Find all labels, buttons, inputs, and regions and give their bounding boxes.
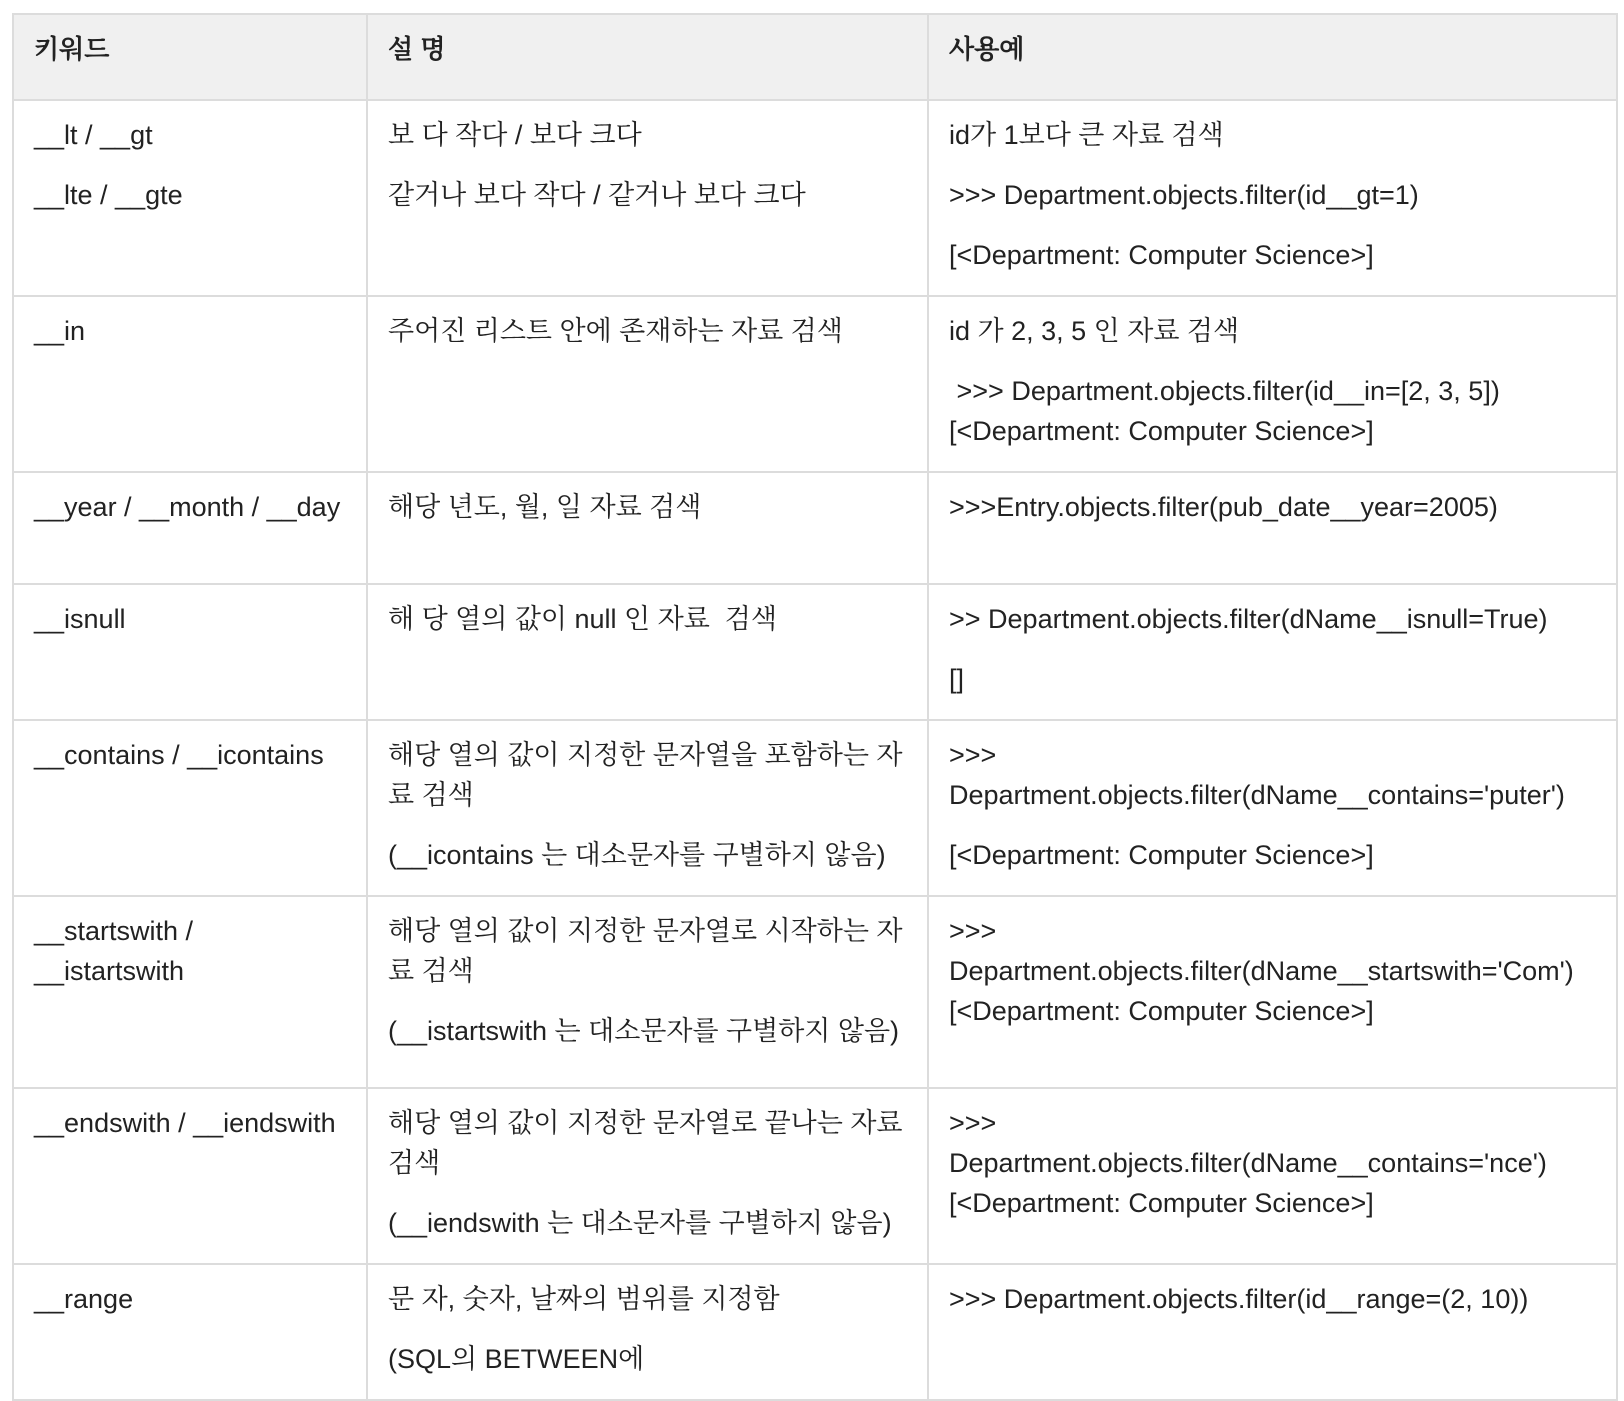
description-cell xyxy=(367,584,928,720)
table-row xyxy=(13,584,1617,720)
description-line: 주어진 리스트 안에 존재하는 자료 검색 xyxy=(388,316,843,346)
example-line: [<Department: Computer Science>] xyxy=(949,840,1374,870)
table-row xyxy=(13,1264,1617,1400)
example-cell xyxy=(928,720,1617,896)
description-cell xyxy=(367,296,928,472)
description-cell xyxy=(367,472,928,584)
keyword-cell xyxy=(13,100,367,296)
keyword-cell xyxy=(13,896,367,1088)
table-row xyxy=(13,720,1617,896)
example-line: >>> Department.objects.filter(dName__contains='nce') xyxy=(949,1108,1547,1178)
keyword-cell xyxy=(13,584,367,720)
example-line: id 가 2, 3, 5 인 자료 검색 xyxy=(949,316,1240,346)
header-row xyxy=(13,14,1617,100)
example-cell xyxy=(928,584,1617,720)
description-line: 해당 열의 값이 지정한 문자열로 끝나는 자료 검색 xyxy=(388,1108,910,1178)
example-cell xyxy=(928,296,1617,472)
description-line: (__icontains 는 대소문자를 구별하지 않음) xyxy=(388,840,886,870)
example-line: id가 1보다 큰 자료 검색 xyxy=(949,120,1224,150)
example-line: >>> Department.objects.filter(id__gt=1) xyxy=(949,180,1419,210)
example-line: [<Department: Computer Science>] xyxy=(949,240,1374,270)
description-line: 해당 열의 값이 지정한 문자열을 포함하는 자료 검색 xyxy=(388,740,903,810)
keyword-line: __startswith / __istartswith xyxy=(34,916,201,986)
description-line: 해당 열의 값이 지정한 문자열로 시작하는 자료 검색 xyxy=(388,916,903,986)
keyword-cell xyxy=(13,472,367,584)
table-row xyxy=(13,472,1617,584)
keyword-cell xyxy=(13,1264,367,1400)
header-description: 설 명 xyxy=(367,14,928,100)
description-cell xyxy=(367,720,928,896)
keyword-line: __lt / __gt xyxy=(34,120,153,150)
example-line: [<Department: Computer Science>] xyxy=(949,996,1374,1026)
description-line: (SQL의 BETWEEN에 xyxy=(388,1344,645,1374)
example-line: >> Department.objects.filter(dName__isnull=True) xyxy=(949,604,1548,634)
table-row xyxy=(13,896,1617,1088)
example-line: >>> Department.objects.filter(dName__startswith='Com') xyxy=(949,916,1574,986)
example-line: >>> Department.objects.filter(dName__contains='puter') xyxy=(949,740,1565,810)
example-line: >>> Department.objects.filter(id__range=(2, 10)) xyxy=(949,1284,1529,1314)
keyword-line: __endswith / __iendswith xyxy=(34,1108,336,1138)
table-row xyxy=(13,296,1617,472)
example-line: [<Department: Computer Science>] xyxy=(949,1188,1374,1218)
keyword-line: __lte / __gte xyxy=(34,180,183,210)
description-cell xyxy=(367,896,928,1088)
example-cell xyxy=(928,896,1617,1088)
example-line: [] xyxy=(949,664,965,694)
example-cell xyxy=(928,1264,1617,1400)
example-cell xyxy=(928,100,1617,296)
description-cell xyxy=(367,1088,928,1264)
description-line: 해당 년도, 월, 일 자료 검색 xyxy=(388,492,702,522)
description-line: 해 당 열의 값이 null 인 자료 검색 xyxy=(388,604,777,634)
keyword-line: __isnull xyxy=(34,604,126,634)
description-cell xyxy=(367,1264,928,1400)
description-cell xyxy=(367,100,928,296)
keyword-cell xyxy=(13,1088,367,1264)
keyword-line: __contains / __icontains xyxy=(34,740,324,770)
header-keyword: 키워드 xyxy=(13,14,367,100)
example-line: [<Department: Computer Science>] xyxy=(949,416,1374,446)
keyword-cell xyxy=(13,296,367,472)
table-row xyxy=(13,1088,1617,1264)
description-line: 문 자, 숫자, 날짜의 범위를 지정함 xyxy=(388,1284,780,1314)
example-cell xyxy=(928,472,1617,584)
description-line: 보 다 작다 / 보다 크다 xyxy=(388,120,642,150)
table-row xyxy=(13,100,1617,296)
example-cell xyxy=(928,1088,1617,1264)
keyword-line: __range xyxy=(34,1284,134,1314)
keyword-cell xyxy=(13,720,367,896)
example-line: >>>Entry.objects.filter(pub_date__year=2005) xyxy=(949,492,1498,522)
keyword-line: __year / __month / __day xyxy=(34,492,341,522)
keyword-line: __in xyxy=(34,316,86,346)
description-line: (__iendswith 는 대소문자를 구별하지 않음) xyxy=(388,1208,892,1238)
example-line: >>> Department.objects.filter(id__in=[2, 3, 5]) xyxy=(949,376,1500,406)
description-line: (__istartswith 는 대소문자를 구별하지 않음) xyxy=(388,1016,900,1046)
lookup-table xyxy=(12,13,1618,1401)
description-line: 같거나 보다 작다 / 같거나 보다 크다 xyxy=(388,180,806,210)
header-example: 사용예 xyxy=(928,14,1617,100)
